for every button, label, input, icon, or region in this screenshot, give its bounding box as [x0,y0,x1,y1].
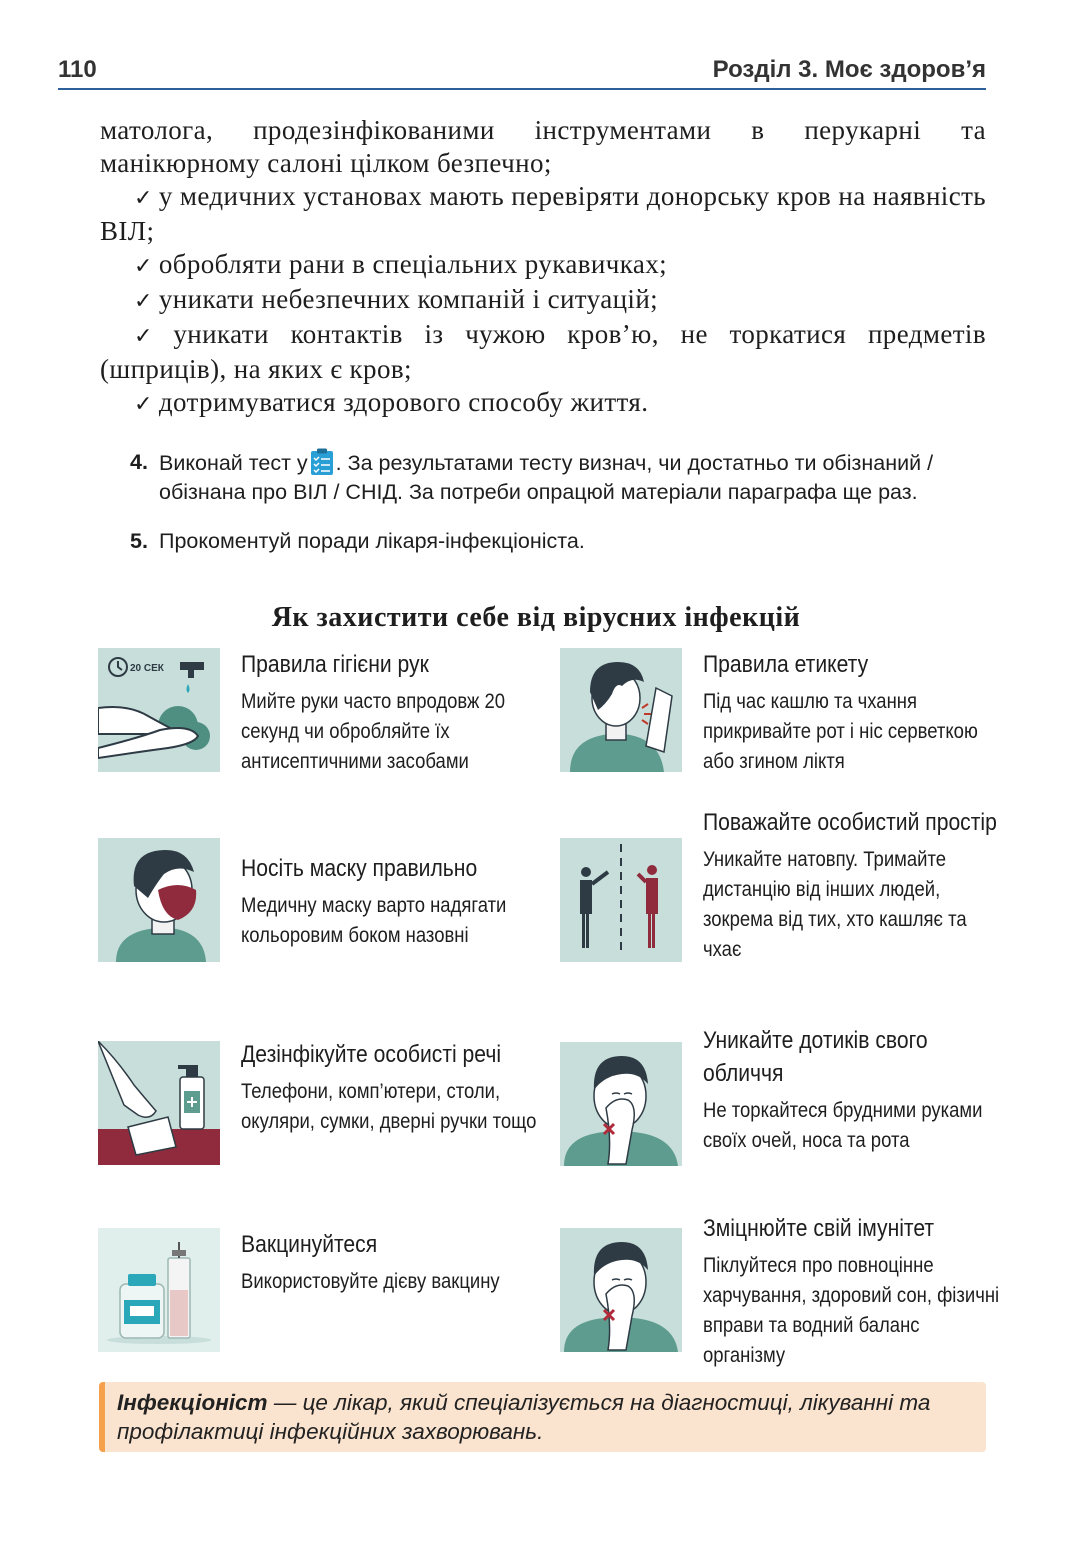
vaccine-icon [98,1228,220,1352]
card-text [703,1024,1003,1156]
task-4: 4. Виконай тест у . За результатами тесту визнач, чи достатньо ти обізнаний / обізнана про ВІЛ / СНІД. За потреби опрацюй матеріали параграфа ще раз. [130,450,934,504]
card-immunity [560,1212,1000,1376]
page-number: 110 [58,56,97,83]
bullet-item: ✓ уникати небезпечних компаній і ситуацій; [134,284,659,314]
page-header [58,52,986,90]
card-title: Правила гігієни рук [241,651,429,678]
card-vaccinate [98,1228,538,1352]
card-title: Носіть маску правильно [241,855,478,882]
check-icon: ✓ [134,254,153,279]
card-avoid-face-touch [560,1024,1000,1188]
face-mask-icon [98,838,220,962]
card-title: Поважайте особистий простір [703,809,997,836]
hand-washing-icon [98,648,220,772]
no-face-touch-icon [560,1042,682,1166]
card-mask [98,838,538,962]
task-number: 5. [130,529,148,553]
card-title: Вакцинуйтеся [241,1231,378,1258]
social-distance-icon [560,838,682,962]
card-etiquette [560,648,1000,778]
test-clipboard-icon[interactable] [310,448,334,476]
svg-text:20 СЕК: 20 СЕК [130,663,164,674]
tasks [130,448,988,556]
card-title: Правила етикету [703,651,869,678]
card-description: Під час кашлю та чхання прикривайте рот і ніс серветкою або згином ліктя [703,690,978,773]
card-text [241,1038,541,1137]
card-description: Уникайте натовпу. Тримайте дистанцію від інших людей, зокрема від тих, хто кашляє та чхає [703,848,967,961]
card-text [703,648,1003,777]
card-title: Зміцнюйте свій імунітет [703,1215,935,1242]
card-title: Дезінфікуйте особисті речі [241,1041,502,1068]
bullet-item: ✓ у медичних установах мають перевіряти донорську кров на наявність ВІЛ; [100,181,986,246]
card-title: Уникайте дотиків свого обличчя [703,1027,928,1087]
immunity-icon [560,1228,682,1352]
card-text [703,1212,1003,1371]
card-description: Використовуйте дієву вакцину [241,1270,500,1293]
spray-bottle-icon [98,1041,220,1165]
card-text [241,852,541,951]
task-5: 5. Прокоментуй поради лікаря-інфекціоніста. [130,527,988,556]
card-description: Піклуйтеся про повноцінне харчування, здоровий сон, фізичні вправи та водний баланс організму [703,1254,1000,1367]
card-description: Медичну маску варто надягати кольоровим боком назовні [241,894,507,947]
check-icon: ✓ [134,324,168,349]
card-description: Телефони, комп’ютери, столи, окуляри, сумки, дверні ручки тощо [241,1080,537,1133]
task-number: 4. [130,450,148,474]
card-description: Мийте руки часто впродовж 20 секунд чи обробляйте їх антисептичними засобами [241,690,506,773]
bullet-item: ✓ уникати контактів із чужою кров’ю, не торкатися предметів (шприців), на яких є кров; [100,319,986,384]
check-icon: ✓ [134,392,153,417]
card-description: Не торкайтеся брудними руками своїх очей, носа та рота [703,1099,983,1152]
card-disinfect [98,1038,538,1168]
check-icon: ✓ [134,186,153,211]
main-text [100,114,986,421]
bullet-item: ✓ дотримуватися здорового способу життя. [134,387,649,417]
definition-term: Інфекціоніст [117,1390,268,1415]
infographic-title: Як захистити себе від вірусних інфекцій [271,602,801,633]
definition-box [99,1382,986,1452]
chapter-title: Розділ 3. Моє здоров’я [712,56,986,83]
card-text [703,806,1003,965]
card-text [241,1228,541,1297]
bullet-item: ✓ обробляти рани в спеціальних рукавичках; [134,249,668,279]
card-hand-hygiene [98,648,538,778]
paragraph-continuation: матолога, продезінфікованими інструментами в перукарні та манікюрному салоні цілком безпечно; [100,115,986,178]
card-personal-space [560,806,1000,1002]
definition-text: — це лікар, який спеціалізується на діагностиці, лікуванні та профілактиці інфекційних захворювань. [117,1390,931,1444]
card-text [241,648,541,777]
sneeze-tissue-icon [560,648,682,772]
check-icon: ✓ [134,289,153,314]
